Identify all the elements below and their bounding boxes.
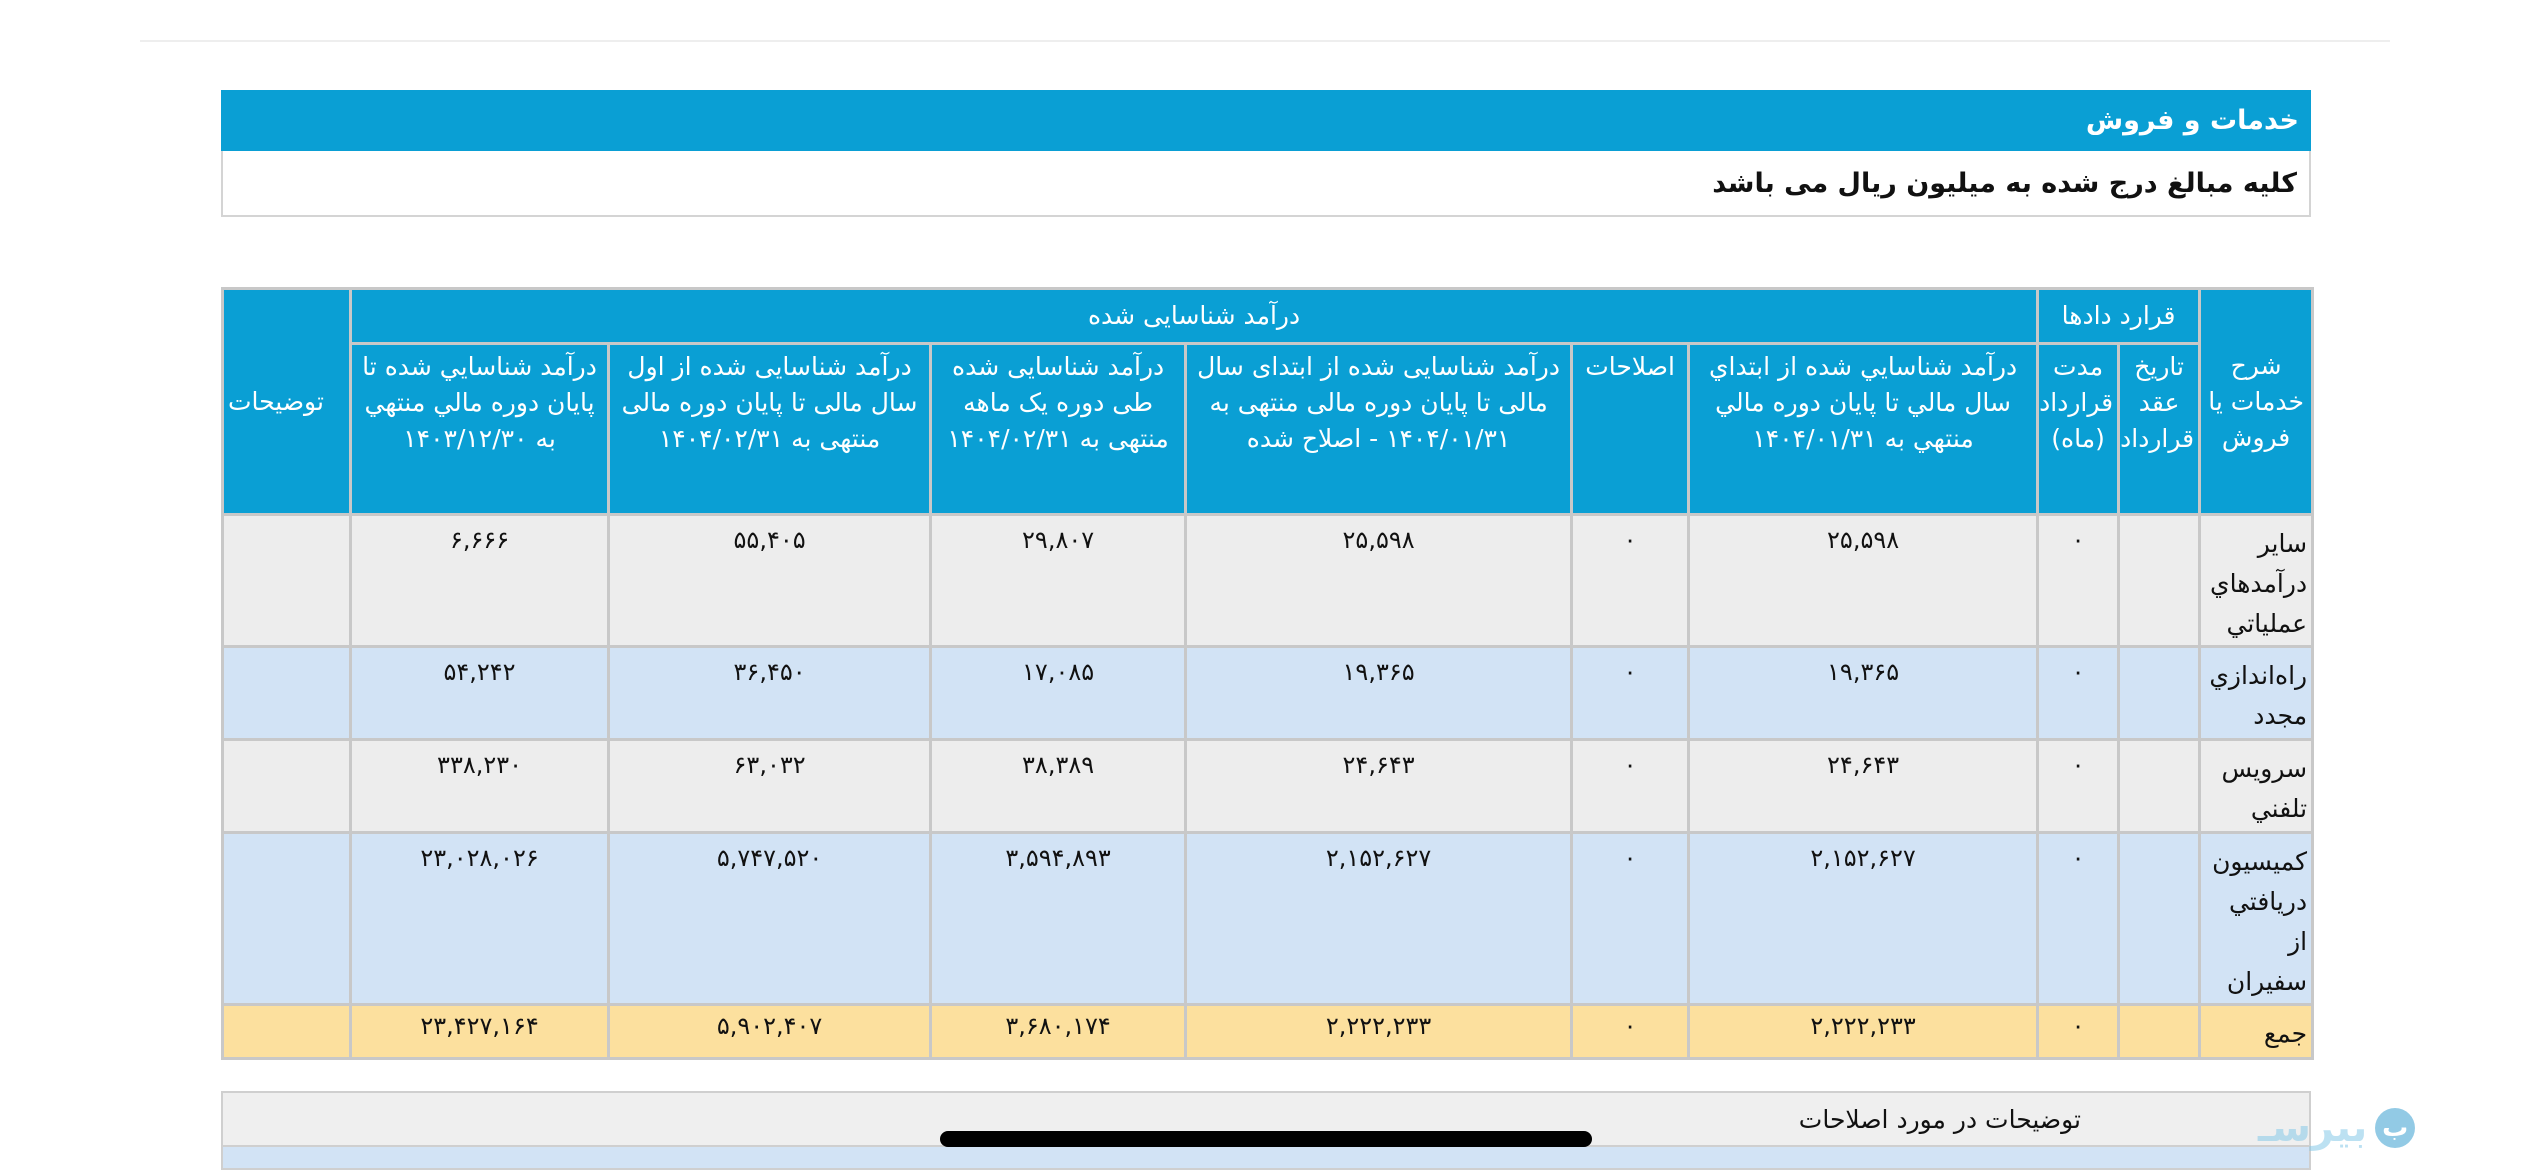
cell-adjustments: ۰ [1572, 1005, 1689, 1059]
total-row [223, 1005, 2313, 1059]
home-indicator[interactable] [940, 1131, 1592, 1147]
table-row [223, 833, 2313, 1005]
cell-rev-month: ۳۸,۳۸۹ [931, 740, 1186, 833]
adjustments-notes-row [221, 1147, 2311, 1170]
cell-rev-1404-01: ۲۴,۶۴۳ [1689, 740, 2038, 833]
row-label: کميسيون دريافتي از سفيران [2200, 833, 2313, 1005]
table-row [223, 515, 2313, 647]
cell-contract-date [2119, 740, 2200, 833]
cell-rev-1404-01: ۲,۱۵۲,۶۲۷ [1689, 833, 2038, 1005]
cell-adjustments: ۰ [1572, 647, 1689, 740]
header-rev-1404-01-adjusted: درآمد شناسایی شده از ابتدای سال مالی تا پایان دوره مالی منتهی به ۱۴۰۴/۰۱/۳۱ - اصلاح شده [1186, 344, 1572, 515]
cell-notes [223, 515, 351, 647]
row-label: سرويس تلفني [2200, 740, 2313, 833]
watermark-logo-icon: ب [2375, 1108, 2415, 1148]
cell-rev-1404-01: ۲,۲۲۲,۲۳۳ [1689, 1005, 2038, 1059]
top-divider [140, 40, 2390, 42]
cell-rev-month: ۳,۵۹۴,۸۹۳ [931, 833, 1186, 1005]
header-rev-1403: درآمد شناسايي شده تا پايان دوره مالي منتهي به ۱۴۰۳/۱۲/۳۰ [351, 344, 609, 515]
header-rev-month: درآمد شناسایی شده طی دوره یک ماهه منتهی به ۱۴۰۴/۰۲/۳۱ [931, 344, 1186, 515]
cell-rev-ytd: ۵,۹۰۲,۴۰۷ [609, 1005, 931, 1059]
cell-notes [223, 833, 351, 1005]
cell-rev-1404-01-adjusted: ۲,۲۲۲,۲۳۳ [1186, 1005, 1572, 1059]
cell-rev-ytd: ۳۶,۴۵۰ [609, 647, 931, 740]
header-notes: توضیحات [223, 289, 351, 515]
cell-rev-month: ۳,۶۸۰,۱۷۴ [931, 1005, 1186, 1059]
row-label: راه‌اندازي مجدد [2200, 647, 2313, 740]
watermark [2258, 1098, 2518, 1158]
cell-contract-date [2119, 515, 2200, 647]
cell-rev-ytd: ۵,۷۴۷,۵۲۰ [609, 833, 931, 1005]
adjustments-notes-label: توضیحات در مورد اصلاحات [1798, 1104, 2081, 1134]
amounts-note: کلیه مبالغ درج شده به میلیون ریال می باشد [221, 151, 2311, 217]
cell-rev-ytd: ۵۵,۴۰۵ [609, 515, 931, 647]
cell-contract-date [2119, 1005, 2200, 1059]
cell-rev-1403: ۳۳۸,۲۳۰ [351, 740, 609, 833]
header-recognized-revenue: درآمد شناسایی شده [351, 289, 2038, 344]
cell-rev-1403: ۲۳,۴۲۷,۱۶۴ [351, 1005, 609, 1059]
cell-rev-1403: ۵۴,۲۴۲ [351, 647, 609, 740]
cell-rev-1404-01-adjusted: ۲۴,۶۴۳ [1186, 740, 1572, 833]
cell-rev-month: ۲۹,۸۰۷ [931, 515, 1186, 647]
header-adjustments: اصلاحات [1572, 344, 1689, 515]
cell-duration: ۰ [2038, 1005, 2119, 1059]
cell-adjustments: ۰ [1572, 740, 1689, 833]
cell-rev-1404-01: ۲۵,۵۹۸ [1689, 515, 2038, 647]
cell-adjustments: ۰ [1572, 515, 1689, 647]
cell-rev-1403: ۲۳,۰۲۸,۰۲۶ [351, 833, 609, 1005]
cell-rev-ytd: ۶۳,۰۳۲ [609, 740, 931, 833]
cell-duration: ۰ [2038, 740, 2119, 833]
cell-rev-1404-01: ۱۹,۳۶۵ [1689, 647, 2038, 740]
total-label: جمع [2200, 1005, 2313, 1059]
header-description: شرح خدمات یا فروش [2200, 289, 2313, 515]
cell-duration: ۰ [2038, 833, 2119, 1005]
header-contract-duration: مدت قرارداد (ماه) [2038, 344, 2119, 515]
header-rev-ytd: درآمد شناسایی شده از اول سال مالی تا پایان دوره مالی منتهی به ۱۴۰۴/۰۲/۳۱ [609, 344, 931, 515]
cell-notes [223, 1005, 351, 1059]
header-rev-1404-01: درآمد شناسايي شده از ابتداي سال مالي تا پايان دوره مالي منتهي به ۱۴۰۴/۰۱/۳۱ [1689, 344, 2038, 515]
section-title: خدمات و فروش [221, 90, 2311, 151]
table-row [223, 647, 2313, 740]
cell-adjustments: ۰ [1572, 833, 1689, 1005]
table-row [223, 740, 2313, 833]
cell-rev-1404-01-adjusted: ۲,۱۵۲,۶۲۷ [1186, 833, 1572, 1005]
cell-notes [223, 740, 351, 833]
cell-rev-1404-01-adjusted: ۱۹,۳۶۵ [1186, 647, 1572, 740]
header-contract-date: تاریخ عقد قرارداد [2119, 344, 2200, 515]
revenue-table [221, 287, 2314, 1060]
cell-rev-month: ۱۷,۰۸۵ [931, 647, 1186, 740]
cell-duration: ۰ [2038, 515, 2119, 647]
cell-rev-1403: ۶,۶۶۶ [351, 515, 609, 647]
cell-rev-1404-01-adjusted: ۲۵,۵۹۸ [1186, 515, 1572, 647]
row-label: ساير درآمدهاي عملياتي [2200, 515, 2313, 647]
cell-notes [223, 647, 351, 740]
cell-contract-date [2119, 833, 2200, 1005]
watermark-text: بیرسـ [2258, 1105, 2368, 1151]
header-contracts: قرارد دادها [2038, 289, 2200, 344]
cell-duration: ۰ [2038, 647, 2119, 740]
cell-contract-date [2119, 647, 2200, 740]
